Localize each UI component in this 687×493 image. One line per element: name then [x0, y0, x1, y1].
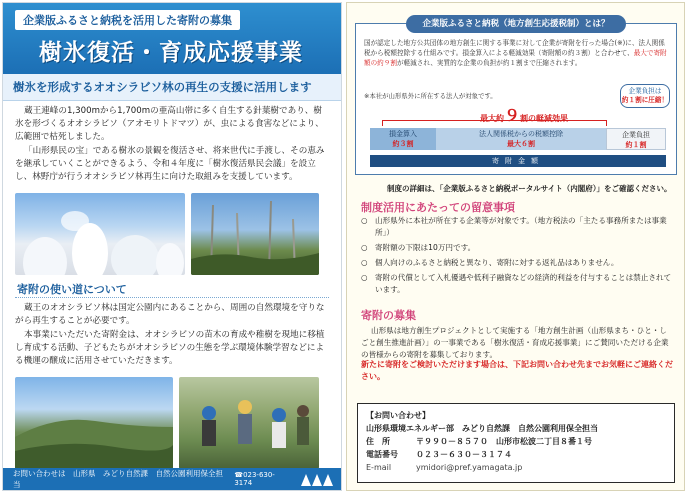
intro-paragraph-2: 「山形県民の宝」である樹氷の景観を復活させ、将来世代に手渡し、その恵みを継承していくことができるよう、令和４年度に「樹氷復活県民会議」を設立し、林野庁が行うオオシラビソ林再生に向けた取組みを支援しています。: [15, 146, 325, 182]
scheme-text-2: が軽減され、実質的な企業の負担が約１割まで圧縮されます。: [396, 59, 582, 67]
footer-phone: ☎023-630-3174: [234, 471, 275, 487]
snow-monster-photo: [15, 193, 185, 275]
left-header: [3, 3, 341, 74]
section-title-use: 寄附の使い道について: [15, 279, 329, 298]
reduction-pre: 最大約: [480, 114, 504, 123]
use-paragraph-1: 蔵王のオオシラビソ林は国定公園内にあることから、周囲の自然環境を守りながら再生することが必要です。: [15, 303, 325, 326]
use-paragraph-2: 本事業にいただいた寄附金は、オオシラビソの苗木の育成や稚樹を現地に移植し育成する活動、子どもたちがオオシラビソの生態を学ぶ環境体験学習などによる機運の醸成に活用させていただきます。: [15, 330, 325, 366]
page-title: 樹氷復活・育成応援事業: [39, 40, 303, 66]
callout-line-2: 約１割に圧縮！: [621, 96, 669, 104]
bar-deduction: [370, 128, 436, 150]
photo-row-top: [3, 185, 341, 279]
contact-address-value: 〒９９０－８５７０ 山形市松波二丁目８番１号: [416, 437, 592, 446]
intro-paragraph-1: 蔵王連峰の1,300mから1,700mの亜高山帯に多く自生する針葉樹であり、樹氷を形づくるオオシラビソ（アオモリトドマツ）が、虫による食害などにより、広範囲で枯死しました。: [15, 106, 324, 142]
volunteers-photo: [179, 377, 319, 469]
scheme-text-highlight: 最大で寄附額の約９割: [364, 49, 667, 67]
bar-tax-credit: [436, 128, 606, 150]
intro-body: [3, 101, 341, 184]
dead-forest-photo: [191, 193, 319, 275]
scheme-note: ※本社が山形県外に所在する法人が対象です。: [364, 92, 497, 100]
tax-scheme-box: [355, 19, 677, 175]
contact-address-key: 住 所: [366, 437, 390, 446]
contact-heading: 【お問い合わせ】: [366, 411, 430, 420]
contact-phone-key: 電話番号: [366, 450, 398, 459]
lead-text: 樹氷を形成するオオシラビソ林の再生の支援に活用します: [3, 74, 341, 101]
contact-address-row: [366, 435, 666, 448]
note-item: ○ 寄附額の下限は10万円です。: [361, 242, 673, 254]
use-body: [3, 298, 341, 368]
reduction-bracket: [382, 120, 607, 126]
bar-deduction-value: 約３割: [392, 140, 414, 148]
bar-company-burden-label: 企業負担: [622, 131, 650, 139]
recruit-title: 寄附の募集: [361, 309, 416, 322]
note-item: ○ 山形県外に本社が所在する企業等が対象です。（地方税法の「主たる事務所または事業所」）: [361, 215, 673, 239]
notes-title: 制度活用にあたっての留意事項: [361, 201, 515, 214]
contact-email-key: E-mail: [366, 463, 392, 472]
reduction-number: ９: [504, 106, 521, 125]
contact-department: 山形県環境エネルギー部 みどり自然課 自然公園利用保全担当: [366, 424, 598, 433]
bar-tax-credit-value: 最大６割: [507, 140, 535, 148]
contact-phone-row: [366, 448, 666, 461]
recruit-text: 山形県は地方創生プロジェクトとして実施する「地方創生計画（山形県まち・ひと・しごと創生推進計画）」の一事業である「樹氷復活・育成応援事業」にご賛同いただける企業の皆様からの寄附を募集しております。: [361, 326, 669, 359]
contact-email-link[interactable]: ymidori@pref.yamagata.jp: [416, 463, 523, 472]
contact-phone-value: ０２３－６３０－３１７４: [416, 450, 512, 459]
footer-contact-label: お問い合わせは 山形県 みどり自然課 自然公園利用保全担当: [13, 469, 223, 489]
recruit-call-to-action: 新たに寄附をご検討いただけます場合は、下記お問い合わせ先までお気軽にご連絡ください。: [361, 360, 673, 381]
notes-list: [361, 215, 673, 299]
contact-email-row: [366, 461, 666, 474]
conifer-hill-photo: [15, 377, 173, 469]
burden-callout: [620, 84, 670, 108]
tax-scheme-description: [364, 38, 670, 68]
bar-deduction-label: 損金算入: [389, 130, 417, 138]
photo-row-bottom: [3, 369, 341, 473]
right-page: [346, 2, 685, 491]
left-footer: [3, 468, 341, 490]
note-item: ○ 寄附の代償として入札優遇や低利子融資などの経済的利益を付与することは禁止されています。: [361, 272, 673, 296]
yamagata-logo: [301, 472, 331, 486]
bar-company-burden: [606, 128, 666, 150]
portal-notice: 制度の詳細は、「企業版ふるさと納税ポータルサイト（内閣府）」をご確認ください。: [387, 184, 672, 193]
callout-line-1: 企業負担は: [628, 87, 662, 95]
scheme-text-1: 国が認定した地方公共団体の地方創生に関する事業に対して企業が寄附を行った場合(※)に、法人関係税から税額控除する仕組みです。損金算入による軽減効果（寄附額の約３割）と合わせて、: [364, 39, 665, 57]
note-item: ○ 個人向けのふるさと納税と異なり、寄附に対する返礼品はありません。: [361, 257, 673, 269]
subtitle: 企業版ふるさと納税を活用した寄附の募集: [15, 10, 240, 30]
reduction-post: 割の軽減効果: [520, 114, 569, 123]
contact-box: [357, 403, 675, 483]
tax-scheme-title: 企業版ふるさと納税（地方創生応援税制）とは？: [406, 15, 626, 33]
bar-tax-credit-label: 法人関係税からの税額控除: [479, 130, 563, 138]
donation-amount-band: 寄附金額: [370, 155, 666, 167]
bar-company-burden-value: 約１割: [625, 141, 647, 149]
left-page: [2, 2, 342, 491]
